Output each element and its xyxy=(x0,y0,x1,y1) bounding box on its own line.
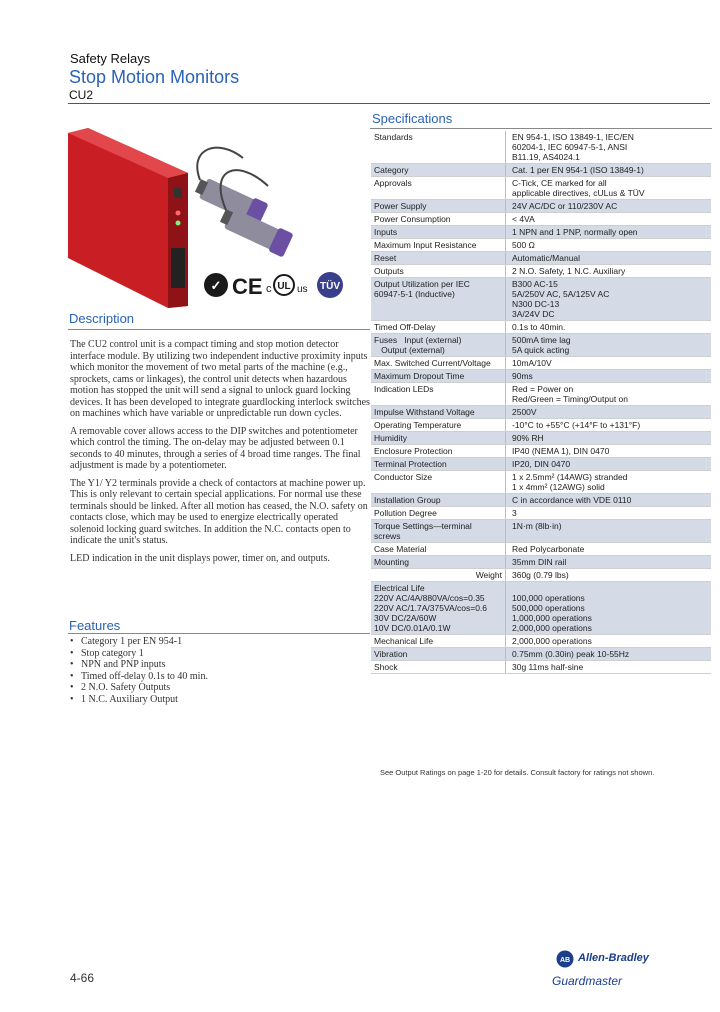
spec-row xyxy=(371,661,711,674)
spec-row xyxy=(371,334,711,357)
spec-row xyxy=(371,471,711,494)
svg-text:c: c xyxy=(266,283,272,295)
description-heading: Description xyxy=(69,311,135,326)
spec-value: 1N·m (8lb·in) xyxy=(506,520,712,543)
spec-value: 100,000 operations 500,000 operations 1,000,000 operations 2,000,000 operations xyxy=(506,582,712,635)
spec-row xyxy=(371,635,711,648)
allen-bradley-logo xyxy=(556,950,676,968)
description-paragraph: LED indication in the unit displays power, timer on, and outputs. xyxy=(70,552,330,564)
ce-mark-icon: CE xyxy=(232,274,263,299)
feature-item: • 2 N.O. Safety Outputs xyxy=(70,682,370,694)
header-divider xyxy=(68,103,710,104)
spec-label: Mounting xyxy=(371,556,506,569)
spec-row xyxy=(371,239,711,252)
spec-label: Vibration xyxy=(371,648,506,661)
specifications-divider xyxy=(370,128,712,129)
description-paragraph: A removable cover allows access to the DIP switches and potentiometer which control the timing. The on-delay may be adjusted between 0.1 seconds to 40 minutes, through a series of 4 broad time ranges. The final adjustment is made by a potentiometer. xyxy=(70,425,361,471)
spec-value: 2500V xyxy=(506,406,712,419)
spec-label: Max. Switched Current/Voltage xyxy=(371,357,506,370)
spec-value: Red = Power on Red/Green = Timing/Output on xyxy=(506,383,712,406)
spec-label: Case Material xyxy=(371,543,506,556)
spec-row xyxy=(371,177,711,200)
spec-value: 30g 11ms half-sine xyxy=(506,661,712,674)
spec-value: 500mA time lag 5A quick acting xyxy=(506,334,712,357)
svg-text:us: us xyxy=(297,284,308,295)
spec-value: 10mA/10V xyxy=(506,357,712,370)
spec-label: Operating Temperature xyxy=(371,419,506,432)
spec-row xyxy=(371,507,711,520)
specifications-footnote: See Output Ratings on page 1-20 for details. Consult factory for ratings not shown. xyxy=(380,768,655,777)
description-divider xyxy=(68,329,370,330)
spec-row xyxy=(371,321,711,334)
spec-value: 1 NPN and 1 PNP, normally open xyxy=(506,226,712,239)
spec-label: Mechanical Life xyxy=(371,635,506,648)
feature-item: • 1 N.C. Auxiliary Output xyxy=(70,694,370,706)
spec-row xyxy=(371,569,711,582)
svg-text:TÜV: TÜV xyxy=(320,281,340,292)
spec-label: Power Supply xyxy=(371,200,506,213)
spec-label: Fuses Input (external) Output (external) xyxy=(371,334,506,357)
spec-label: Outputs xyxy=(371,265,506,278)
spec-value: -10°C to +55°C (+14°F to +131°F) xyxy=(506,419,712,432)
feature-item: • Category 1 per EN 954-1 xyxy=(70,636,370,648)
spec-value: 90% RH xyxy=(506,432,712,445)
description-paragraph: The Y1/ Y2 terminals provide a check of contactors at machine power up. This is only relevant to certain special applications. For normal use these terminals should be linked. After all motion has ceased, the N.O. safety on contacts close, which may be used to energize electrically operated solenoid locking guard switches. In addition the N.C. contacts open to indicate the unit's status. xyxy=(70,477,368,546)
certification-logos xyxy=(200,265,355,303)
brand-name: Allen-Bradley xyxy=(578,952,649,964)
spec-row xyxy=(371,252,711,265)
spec-value: 0.1s to 40min. xyxy=(506,321,712,334)
spec-row xyxy=(371,648,711,661)
spec-value: 0.75mm (0.30in) peak 10-55Hz xyxy=(506,648,712,661)
spec-row xyxy=(371,265,711,278)
spec-value: Cat. 1 per EN 954-1 (ISO 13849-1) xyxy=(506,164,712,177)
spec-label: Reset xyxy=(371,252,506,265)
spec-label: Standards xyxy=(371,131,506,164)
page-number: 4-66 xyxy=(70,971,95,985)
spec-row xyxy=(371,357,711,370)
spec-label: Electrical Life 220V AC/4A/880VA/cos=0.35 220V AC/1.7A/375VA/cos=0.6 30V DC/2A/60W 10V DC/0.01A/0.1W xyxy=(371,582,506,635)
svg-text:UL: UL xyxy=(277,281,291,292)
features-divider xyxy=(68,633,370,634)
spec-label: Output Utilization per IEC 60947-5-1 (Inductive) xyxy=(371,278,506,321)
spec-label: Inputs xyxy=(371,226,506,239)
specifications-heading: Specifications xyxy=(372,111,453,126)
spec-row xyxy=(371,445,711,458)
features-list xyxy=(70,636,370,705)
description-paragraph: The CU2 control unit is a compact timing and stop motion detector interface module. By utilizing two independent inductive proximity inputs which monitor the movement of two metal parts of the machine (e.g., sprockets, cams or linkages), the control unit detects when hazardous motion has stopped the unit will send a signal to unlock guard locking devices. It has been developed to integrate guardlocking interlock switches on machines which have variable or unpredictable run down cycles. xyxy=(70,339,370,419)
spec-value: 3 xyxy=(506,507,712,520)
spec-value: IP20, DIN 0470 xyxy=(506,458,712,471)
model-name: CU2 xyxy=(69,88,94,102)
spec-value: EN 954-1, ISO 13849-1, IEC/EN 60204-1, IEC 60947-5-1, ANSI B11.19, AS4024.1 xyxy=(506,131,712,164)
spec-row xyxy=(371,200,711,213)
spec-row xyxy=(371,406,711,419)
spec-row xyxy=(371,383,711,406)
spec-row xyxy=(371,432,711,445)
spec-value: B300 AC-15 5A/250V AC, 5A/125V AC N300 DC-13 3A/24V DC xyxy=(506,278,712,321)
spec-row xyxy=(371,226,711,239)
spec-row xyxy=(371,520,711,543)
spec-label: Impulse Withstand Voltage xyxy=(371,406,506,419)
spec-row xyxy=(371,494,711,507)
spec-value: 360g (0.79 lbs) xyxy=(506,569,712,582)
spec-label: Maximum Input Resistance xyxy=(371,239,506,252)
header-category: Safety Relays xyxy=(70,51,151,66)
spec-label: Weight xyxy=(371,569,506,582)
spec-row xyxy=(371,458,711,471)
guardmaster-brand: Guardmaster xyxy=(552,974,623,988)
spec-label: Shock xyxy=(371,661,506,674)
spec-value: 2 N.O. Safety, 1 N.C. Auxiliary xyxy=(506,265,712,278)
spec-label: Torque Settings—terminal screws xyxy=(371,520,506,543)
spec-value: 90ms xyxy=(506,370,712,383)
spec-row xyxy=(371,543,711,556)
spec-row xyxy=(371,419,711,432)
spec-label: Indication LEDs xyxy=(371,383,506,406)
spec-value: Red Polycarbonate xyxy=(506,543,712,556)
spec-value: 500 Ω xyxy=(506,239,712,252)
feature-item: • Timed off-delay 0.1s to 40 min. xyxy=(70,671,370,683)
spec-value: 2,000,000 operations xyxy=(506,635,712,648)
spec-label: Timed Off-Delay xyxy=(371,321,506,334)
spec-label: Pollution Degree xyxy=(371,507,506,520)
spec-value: C in accordance with VDE 0110 xyxy=(506,494,712,507)
page-title: Stop Motion Monitors xyxy=(69,67,240,87)
spec-value: Automatic/Manual xyxy=(506,252,712,265)
spec-row xyxy=(371,370,711,383)
spec-label: Category xyxy=(371,164,506,177)
spec-value: 24V AC/DC or 110/230V AC xyxy=(506,200,712,213)
allen-bradley-emblem-icon xyxy=(556,950,574,968)
spec-value: < 4VA xyxy=(506,213,712,226)
spec-label: Approvals xyxy=(371,177,506,200)
spec-value: 35mm DIN rail xyxy=(506,556,712,569)
spec-label: Terminal Protection xyxy=(371,458,506,471)
features-heading: Features xyxy=(69,618,121,633)
feature-item: • Stop category 1 xyxy=(70,648,370,660)
feature-item: • NPN and PNP inputs xyxy=(70,659,370,671)
spec-label: Installation Group xyxy=(371,494,506,507)
svg-text:✓: ✓ xyxy=(210,278,222,293)
specifications-table xyxy=(371,131,711,674)
spec-row xyxy=(371,164,711,177)
spec-value: 1 x 2.5mm² (14AWG) stranded 1 x 4mm² (12AWG) solid xyxy=(506,471,712,494)
spec-value: C-Tick, CE marked for all applicable directives, cULus & TÜV xyxy=(506,177,712,200)
description-body xyxy=(70,339,370,570)
spec-label: Humidity xyxy=(371,432,506,445)
spec-row xyxy=(371,582,711,635)
spec-label: Maximum Dropout Time xyxy=(371,370,506,383)
spec-row xyxy=(371,131,711,164)
svg-text:AB: AB xyxy=(559,957,571,964)
spec-label: Conductor Size xyxy=(371,471,506,494)
spec-label: Power Consumption xyxy=(371,213,506,226)
spec-row xyxy=(371,213,711,226)
spec-value: IP40 (NEMA 1), DIN 0470 xyxy=(506,445,712,458)
spec-row xyxy=(371,278,711,321)
spec-row xyxy=(371,556,711,569)
spec-label: Enclosure Protection xyxy=(371,445,506,458)
